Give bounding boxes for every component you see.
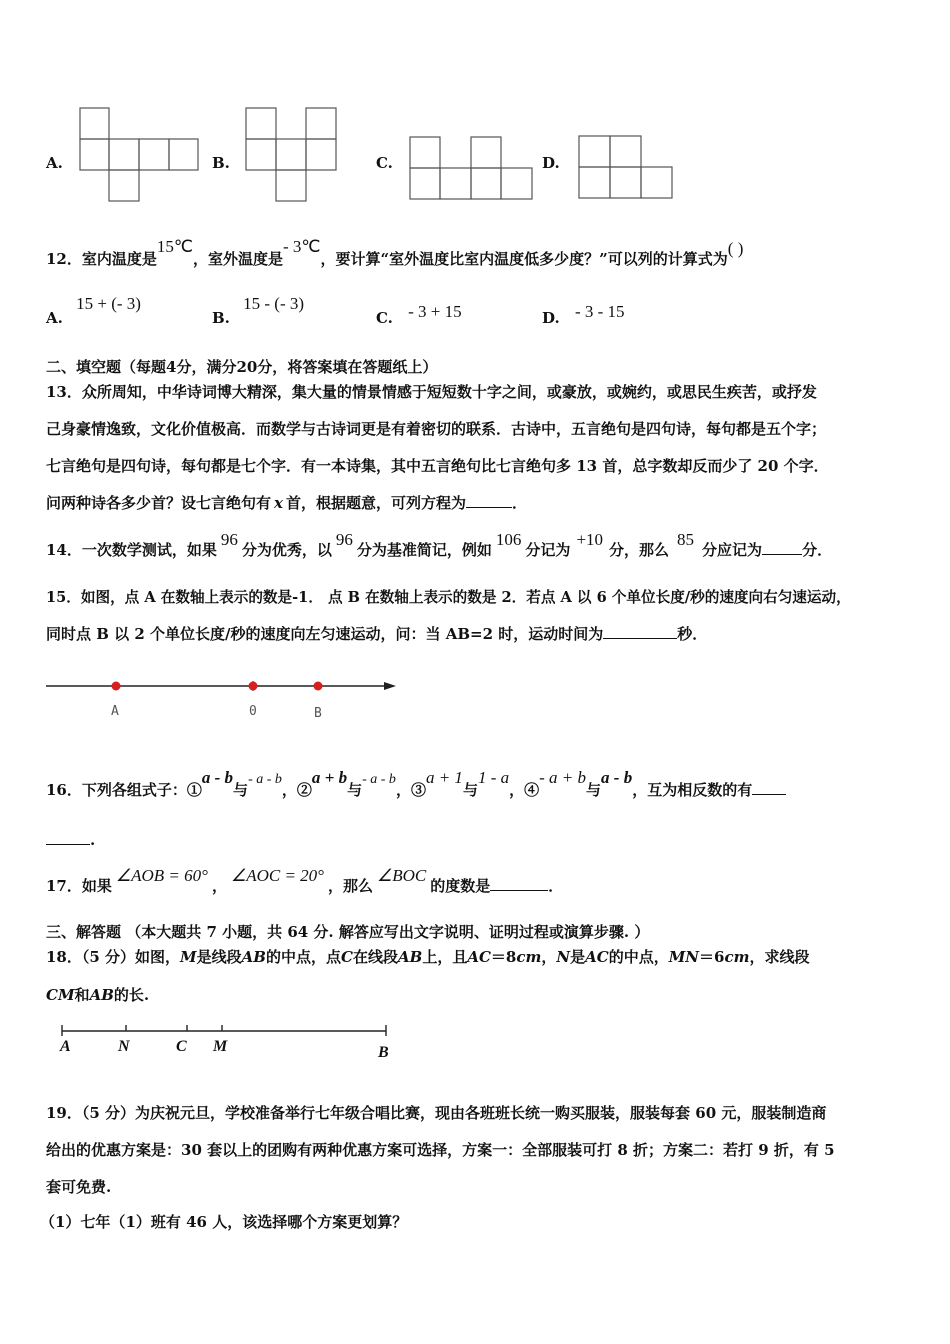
q17-stem: 17．如果∠AOB = 60°，∠AOC = 20°，那么∠BOC的度数是 ． bbox=[46, 866, 564, 895]
q12-stem: 12．室内温度是15℃，室外温度是- 3℃，要计算“室外温度比室内温度低多少度？”可以列的计算式为( ) bbox=[46, 237, 744, 268]
section2-heading: 二、填空题（每题4分，满分20分，将答案填在答题纸上） bbox=[46, 358, 438, 376]
q12-option-d: D. - 3 - 15 bbox=[542, 302, 625, 327]
q15-label-o: 0 bbox=[249, 704, 257, 719]
q15-line1: 15．如图，点 A 在数轴上表示的数是-1． 点 B 在数轴上表示的数是 2．若点 A 以 6 个单位长度/秒的速度向右匀速运动， bbox=[46, 589, 851, 606]
q13-line4: 问两种诗各多少首？设七言绝句有 x 首，根据题意，可列方程为 ． bbox=[46, 494, 527, 512]
q18-line1: 18．（5 分）如图，M是线段AB的中点，点C在线段AB上，且AC＝8cm，N是AC的中点，MN＝6cm，求线段 bbox=[46, 948, 810, 966]
q15-label-a: A bbox=[111, 704, 119, 719]
q12-indoor-temp: 15℃ bbox=[156, 237, 193, 256]
q16-line2: . bbox=[46, 830, 95, 849]
q12-answer-paren: ( ) bbox=[727, 239, 744, 258]
q18-line2: CM和AB的长. bbox=[46, 986, 150, 1004]
q15-label-b: B bbox=[314, 706, 322, 721]
q13-line1: 13．众所周知，中华诗词博大精深，集大量的情景情感于短短数十字之间，或豪放，或婉约，或思民生疾苦，或抒发 bbox=[46, 383, 817, 401]
q13-line2: 己身豪情逸致，文化价值极高．而数学与古诗词更是有着密切的联系．古诗中，五言绝句是四句诗，每句都是五个字； bbox=[46, 420, 827, 438]
q18-label-a: A bbox=[60, 1038, 71, 1055]
q19-line2: 给出的优惠方案是：30 套以上的团购有两种优惠方案可选择，方案一：全部服装可打 8 折；方案二：若打 9 折，有 5 bbox=[46, 1141, 835, 1159]
q16-stem: 16．下列各组式子：①a - b与- a - b，②a + b与- a - b，③a + 1与1 - a，④- a + b与a - b，互为相反数的有 bbox=[46, 779, 786, 800]
q11-option-d-label: D. bbox=[542, 154, 560, 172]
q11-option-a-label: A. bbox=[46, 154, 63, 172]
q19-line1: 19．（5 分）为庆祝元旦，学校准备举行七年级合唱比赛，现由各班班长统一购买服装，服装每套 60 元，服装制造商 bbox=[46, 1104, 827, 1122]
q12-option-c: C. - 3 + 15 bbox=[376, 302, 462, 327]
q12-outdoor-temp: - 3℃ bbox=[283, 237, 321, 256]
q11-option-c-label: C. bbox=[376, 154, 393, 172]
q18-label-m: M bbox=[213, 1038, 228, 1055]
q12-option-b: B. 15 - (- 3) bbox=[212, 294, 305, 327]
q18-label-n: N bbox=[118, 1038, 130, 1055]
q18-label-c: C bbox=[176, 1038, 187, 1055]
q13-line3: 七言绝句是四句诗，每句都是七个字．有一本诗集，其中五言绝句比七言绝句多 13 首，总字数却反而少了 20 个字． bbox=[46, 457, 829, 475]
q15-line2: 同时点 B 以 2 个单位长度/秒的速度向左匀速运动，问：当 AB=2 时，运动时间为 秒． bbox=[46, 625, 708, 643]
section3-heading: 三、解答题 （本大题共 7 小题，共 64 分. 解答应写出文字说明、证明过程或演算步骤. ） bbox=[46, 923, 650, 941]
q19-line3: 套可免费. bbox=[46, 1178, 112, 1196]
q12-option-a: A. 15 + (- 3) bbox=[46, 294, 141, 327]
q19-sub1: （1）七年（1）班有 46 人，该选择哪个方案更划算？ bbox=[40, 1213, 408, 1231]
q18-label-b: B bbox=[378, 1044, 389, 1061]
q14-stem: 14．一次数学测试，如果96分为优秀，以96分为基准简记，例如106分记为+10分，那么85分应记为 分． bbox=[46, 530, 833, 559]
q11-option-b-label: B. bbox=[212, 154, 230, 172]
